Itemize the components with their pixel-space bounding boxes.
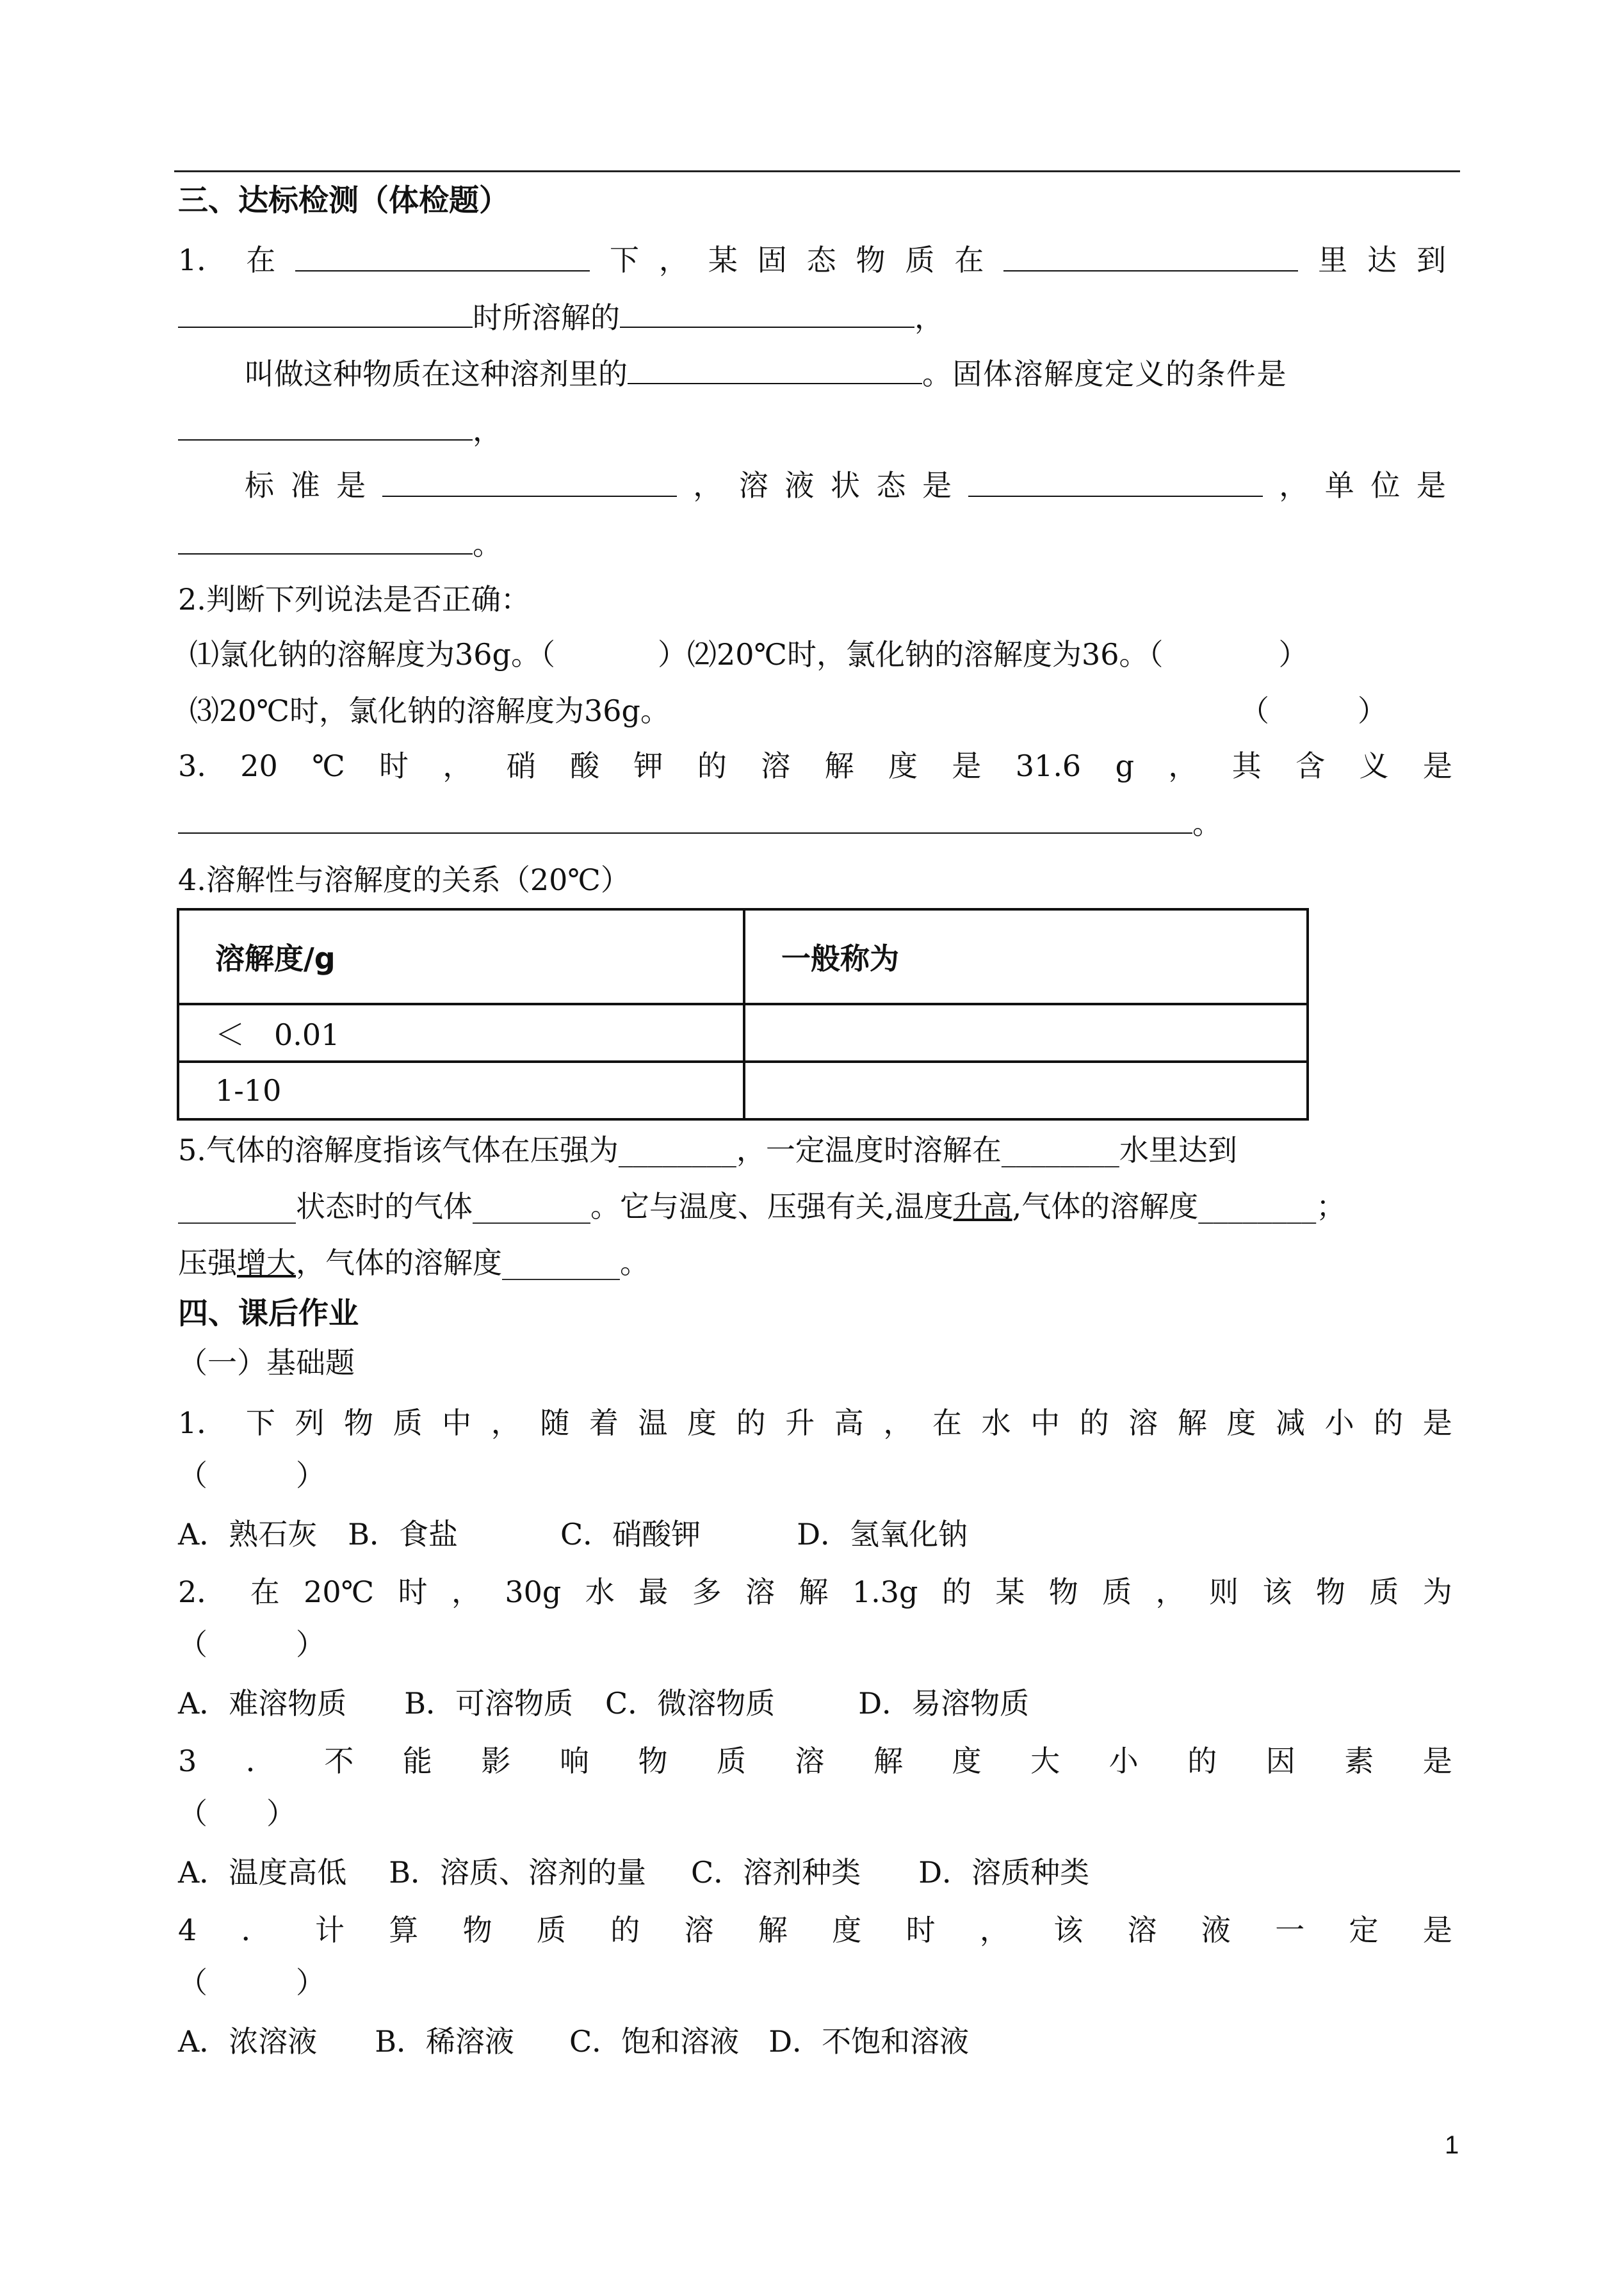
hw-q3-answer-paren[interactable]: （ ） [178,1796,296,1831]
solubility-table [177,908,1309,1121]
q1-char: 态 [876,468,906,503]
hw-q4-token: 度 [832,1913,862,1947]
q3-line2-end: 。 [1192,806,1222,841]
hw-q1-token: 着 [589,1406,619,1440]
q1-char: 物 [856,243,886,277]
q3-token: 含 [1295,749,1326,783]
hw-q3-token: 素 [1344,1744,1374,1778]
q1-line4 [178,410,1446,450]
q1-char: 是 [1416,468,1446,503]
q5-text: ，一定温度时溶解在 [736,1133,1002,1167]
q5-blank-volume-gas[interactable]: ________ [473,1189,590,1224]
q1-line1 [178,241,1446,279]
q1-char: 准 [290,468,320,503]
hw-q4-token: 的 [610,1913,640,1947]
hw-q1-line [178,1404,1452,1442]
q1-char: 是 [922,468,952,503]
hw-q4-token: 是 [1422,1913,1452,1947]
q5-blank-temp-effect[interactable]: ________ [1198,1189,1317,1224]
hw-q4-token: ． [241,1913,271,1947]
hw-q4-token: 4 [178,1913,197,1947]
q1-char: ， [693,468,723,503]
q1-char: 态 [806,243,836,277]
section-4-subtitle: （一）基础题 [178,1345,355,1380]
hw-q1-token: 的 [736,1406,766,1440]
q3-token: ℃ [312,749,345,783]
q1-blank-temperature[interactable] [295,241,590,272]
q4-prompt: 4.溶解性与溶解度的关系（20℃） [178,863,630,897]
hw-q2-token: 质 [1369,1575,1399,1609]
hw-q2-token: 2． [178,1575,227,1609]
q3-token: 酸 [570,749,600,783]
q1-line3-end: 。固体溶解度定义的条件是 [922,357,1287,391]
table-cell-solubility: ＜ 0.01 [178,1004,744,1062]
q3-token: 20 [240,749,278,783]
q5-text: ，气体的溶解度 [296,1245,502,1280]
hw-q1-token: 度 [1226,1406,1256,1440]
q1-blank-term[interactable] [628,353,922,384]
q5-text: 状态时的气体 [296,1189,473,1224]
q3-token: 硝 [506,749,536,783]
q1-char: 质 [905,243,935,277]
table-header-solubility: 溶解度/g [178,909,744,1004]
hw-q1-option-b[interactable]: B．食盐 [348,1517,459,1552]
q1-line6 [178,524,1446,564]
hw-q4-answer-paren[interactable]: （ ） [178,1965,325,2000]
hw-q2-token: 时 [398,1575,428,1609]
hw-q1-token: 减 [1276,1406,1305,1440]
q3-token: 是 [1422,749,1452,783]
hw-q3-option-a[interactable]: A．温度高低 [178,1855,347,1890]
hw-q2-token: 物 [1048,1575,1078,1609]
hw-q4-option-d[interactable]: D．不饱和溶液 [768,2024,970,2059]
q1-char: 固 [757,243,787,277]
hw-q1-token: 列 [295,1406,325,1440]
table-header-row [178,909,1308,1004]
hw-q2-token: 最 [638,1575,669,1609]
q5-blank-pressure[interactable]: ________ [618,1133,736,1167]
q3-token: 是 [952,749,982,783]
q3-token: 解 [824,749,854,783]
hw-q2-token: 某 [995,1575,1025,1609]
q1-blank-unit[interactable] [178,524,473,555]
hw-q3-options [178,1853,1446,1892]
hw-q2-token: 20℃ [304,1575,375,1609]
q5-text: 。 [620,1245,649,1280]
q5-text: 。它与温度、压强有关,温度 [590,1189,954,1224]
q1-char: ， [658,243,688,277]
q2-statement-2: ⑵20℃时，氯化钠的溶解度为36。（ [686,637,1164,672]
hw-q1-token: 小 [1324,1406,1354,1440]
hw-q1-token: 溶 [1128,1406,1158,1440]
q1-line3 [178,353,1446,393]
hw-q2-token: 溶 [745,1575,775,1609]
hw-q4-token: 溶 [684,1913,714,1947]
q3-line2 [178,803,1446,843]
hw-q2-answer-paren[interactable]: （ ） [178,1627,325,1662]
hw-q3-token: 不 [324,1744,354,1778]
hw-q2-option-c[interactable]: C．微溶物质 [605,1686,775,1721]
hw-q4-token: 物 [462,1913,492,1947]
q1-blank-condition[interactable] [178,410,473,441]
table-row [178,1062,1308,1119]
q1-char: 某 [708,243,738,277]
hw-q2-token: 解 [799,1575,829,1609]
hw-q1-token: 水 [981,1406,1011,1440]
hw-q4-token: 溶 [1127,1913,1157,1947]
q2-statement-1-close: ） [657,637,687,672]
q1-line3-text: 叫做这种物质在这种溶剂里的 [245,357,628,391]
hw-q4-token: 时 [905,1913,936,1947]
q5-underlined-rise: 升高 [953,1189,1012,1224]
hw-q1-token: 解 [1177,1406,1207,1440]
hw-q3-token: 溶 [795,1744,825,1778]
hw-q3-token: 3 [178,1744,197,1778]
hw-q1-token: 度 [687,1406,717,1440]
q3-token: 时 [379,749,409,783]
q1-char: 在 [246,243,276,277]
hw-q4-token: ， [979,1913,1009,1947]
q1-char: 状 [830,468,860,503]
q3-token: 31.6 [1015,749,1082,783]
section-3-title: 三、达标检测（体检题） [178,183,509,218]
q1-blank-mass[interactable] [620,297,914,328]
table-cell-answer[interactable] [744,1004,1308,1062]
hw-q4-option-b[interactable]: B．稀溶液 [375,2024,515,2059]
hw-q2-line [178,1573,1452,1611]
q3-token: 义 [1359,749,1389,783]
hw-q2-option-b[interactable]: B．可溶物质 [404,1686,574,1721]
q3-token: 度 [888,749,918,783]
hw-q1-token: 中 [1030,1406,1060,1440]
q5-line2 [178,1187,1446,1226]
q5-text: ,气体的溶解度 [1012,1189,1199,1224]
hw-q3-token: 响 [559,1744,589,1778]
q3-blank-meaning[interactable] [178,803,1192,834]
q1-blank-state[interactable] [178,297,473,328]
hw-q2-token: 30g [505,1575,562,1609]
hw-q3-token: 解 [873,1744,904,1778]
hw-q1-token: 质 [393,1406,423,1440]
q1-number: 1． [178,243,227,277]
q5-text: 5.气体的溶解度指该气体在压强为 [178,1133,619,1167]
hw-q2-token: 为 [1422,1575,1452,1609]
q5-blank-state[interactable]: ________ [178,1189,296,1224]
page-number: 1 [1445,2131,1459,2159]
q1-char: 是 [336,468,366,503]
hw-q1-options [178,1515,1446,1553]
hw-q1-token: 是 [1422,1406,1452,1440]
hw-q3-token: 影 [481,1744,511,1778]
hw-q1-option-c[interactable]: C．硝酸钾 [560,1517,701,1552]
table-header-classification: 一般称为 [744,909,1308,1004]
hw-q3-token: 质 [717,1744,746,1778]
q3-token: 溶 [761,749,791,783]
q1-char: 在 [954,243,984,277]
hw-q4-token: 该 [1053,1913,1084,1947]
q2-statement-2-close: ） [1278,637,1308,672]
q3-token: 的 [697,749,727,783]
q1-line5 [245,466,1446,505]
hw-q1-token: 随 [540,1406,570,1440]
hw-q1-token: 高 [834,1406,864,1440]
q5-text: 压强 [178,1245,237,1280]
q5-underlined-increase: 增大 [237,1245,296,1280]
hw-q2-option-a[interactable]: A．难溶物质 [178,1686,347,1721]
hw-q2-token: 在 [250,1575,280,1609]
hw-q4-option-a[interactable]: A．浓溶液 [178,2024,318,2059]
hw-q2-token: 物 [1315,1575,1345,1609]
hw-q1-token: 下 [245,1406,275,1440]
hw-q1-option-a[interactable]: A．熟石灰 [178,1517,318,1552]
hw-q3-token: ． [245,1744,275,1778]
q1-line2-end: ， [914,300,944,335]
hw-q2-options [178,1684,1446,1723]
hw-q4-token: 定 [1349,1913,1379,1947]
hw-q3-token: 因 [1265,1744,1295,1778]
q2-statement-3: ⑶20℃时，氯化钠的溶解度为36g。 [190,693,670,728]
q1-line2 [178,297,1446,337]
q2-statements-line2 [190,692,1458,730]
hw-q2-token: 该 [1262,1575,1292,1609]
hw-q1-token: 温 [638,1406,668,1440]
hw-q2-token: 1.3g [852,1575,918,1609]
table-cell-answer[interactable] [744,1062,1308,1119]
hw-q4-line [178,1911,1452,1949]
q2-prompt: 2.判断下列说法是否正确： [178,582,530,617]
q3-token: ， [1168,749,1198,783]
header-rule [174,170,1460,172]
hw-q2-token: ， [1155,1575,1185,1609]
hw-q2-token: 的 [941,1575,971,1609]
hw-q2-token: 水 [585,1575,615,1609]
hw-q4-token: 一 [1275,1913,1305,1947]
q3-token: g [1115,749,1135,783]
section-4-title: 四、课后作业 [178,1296,359,1331]
hw-q2-token: ， [451,1575,481,1609]
q2-statement-1: ⑴氯化钠的溶解度为36g。（ [190,637,555,672]
hw-q3-token: 度 [952,1744,982,1778]
q1-char: 单 [1324,468,1354,503]
q1-line4-end: ， [473,413,502,448]
q1-char: 溶 [738,468,768,503]
hw-q1-token: 物 [344,1406,374,1440]
q1-char: ， [1279,468,1309,503]
q1-char: 到 [1416,243,1446,277]
hw-q1-token: ， [491,1406,521,1440]
q5-text: 水里达到 [1119,1133,1237,1167]
table-cell-solubility: 1-10 [178,1062,744,1119]
hw-q1-token: 1． [178,1406,227,1440]
q2-answer-3[interactable]: （ ） [1240,693,1387,728]
q1-line6-end: 。 [473,527,502,562]
q5-line1 [178,1131,1446,1169]
q1-char: 达 [1367,243,1397,277]
q1-char: 下 [610,243,639,277]
q1-char: 标 [245,468,274,503]
hw-q3-token: 的 [1187,1744,1217,1778]
q5-blank-pressure-effect[interactable]: ________ [502,1245,620,1280]
table-row [178,1004,1308,1062]
hw-q4-options [178,2022,1446,2061]
hw-q3-token: 大 [1030,1744,1060,1778]
hw-q4-token: 质 [536,1913,566,1947]
q3-token: 其 [1231,749,1262,783]
hw-q4-token: 计 [314,1913,345,1947]
q1-blank-solution-state[interactable] [968,466,1263,497]
q3-token: 3. [178,749,206,783]
hw-q4-token: 解 [758,1913,788,1947]
hw-q3-token: 物 [638,1744,668,1778]
hw-q3-token: 能 [402,1744,432,1778]
q2-statements-line1 [190,635,1458,674]
q3-token: 钾 [633,749,663,783]
hw-q1-token: ， [883,1406,913,1440]
hw-q1-token: 的 [1079,1406,1109,1440]
hw-q2-token: 则 [1209,1575,1239,1609]
hw-q3-line [178,1742,1452,1780]
hw-q4-token: 液 [1201,1913,1231,1947]
hw-q3-option-b[interactable]: B．溶质、溶剂的量 [389,1855,647,1890]
q1-char: 液 [784,468,815,503]
hw-q1-option-d[interactable]: D．氢氧化钠 [797,1517,968,1552]
hw-q3-token: 小 [1108,1744,1139,1778]
hw-q1-token: 升 [785,1406,815,1440]
hw-q1-answer-paren[interactable]: （ ） [178,1458,325,1493]
hw-q1-token: 的 [1374,1406,1404,1440]
q5-line3 [178,1244,1446,1282]
q3-line1 [178,747,1452,785]
hw-q2-option-d[interactable]: D．易溶物质 [858,1686,1030,1721]
hw-q1-token: 中 [442,1406,472,1440]
hw-q4-option-c[interactable]: C．饱和溶液 [569,2024,740,2059]
q1-char: 位 [1370,468,1401,503]
hw-q2-token: 质 [1102,1575,1132,1609]
hw-q3-option-d[interactable]: D．溶质种类 [918,1855,1090,1890]
hw-q2-token: 多 [692,1575,722,1609]
hw-q1-token: 在 [932,1406,962,1440]
hw-q3-token: 是 [1422,1744,1452,1778]
q1-char: 里 [1318,243,1348,277]
q1-line2-text: 时所溶解的 [473,300,620,335]
q5-blank-volume[interactable]: ________ [1001,1133,1119,1167]
hw-q3-option-c[interactable]: C．溶剂种类 [691,1855,861,1890]
q3-token: ， [443,749,473,783]
q1-blank-standard[interactable] [382,466,677,497]
q5-text: ； [1316,1189,1346,1224]
q1-blank-solvent[interactable] [1003,241,1298,272]
hw-q4-token: 算 [389,1913,419,1947]
